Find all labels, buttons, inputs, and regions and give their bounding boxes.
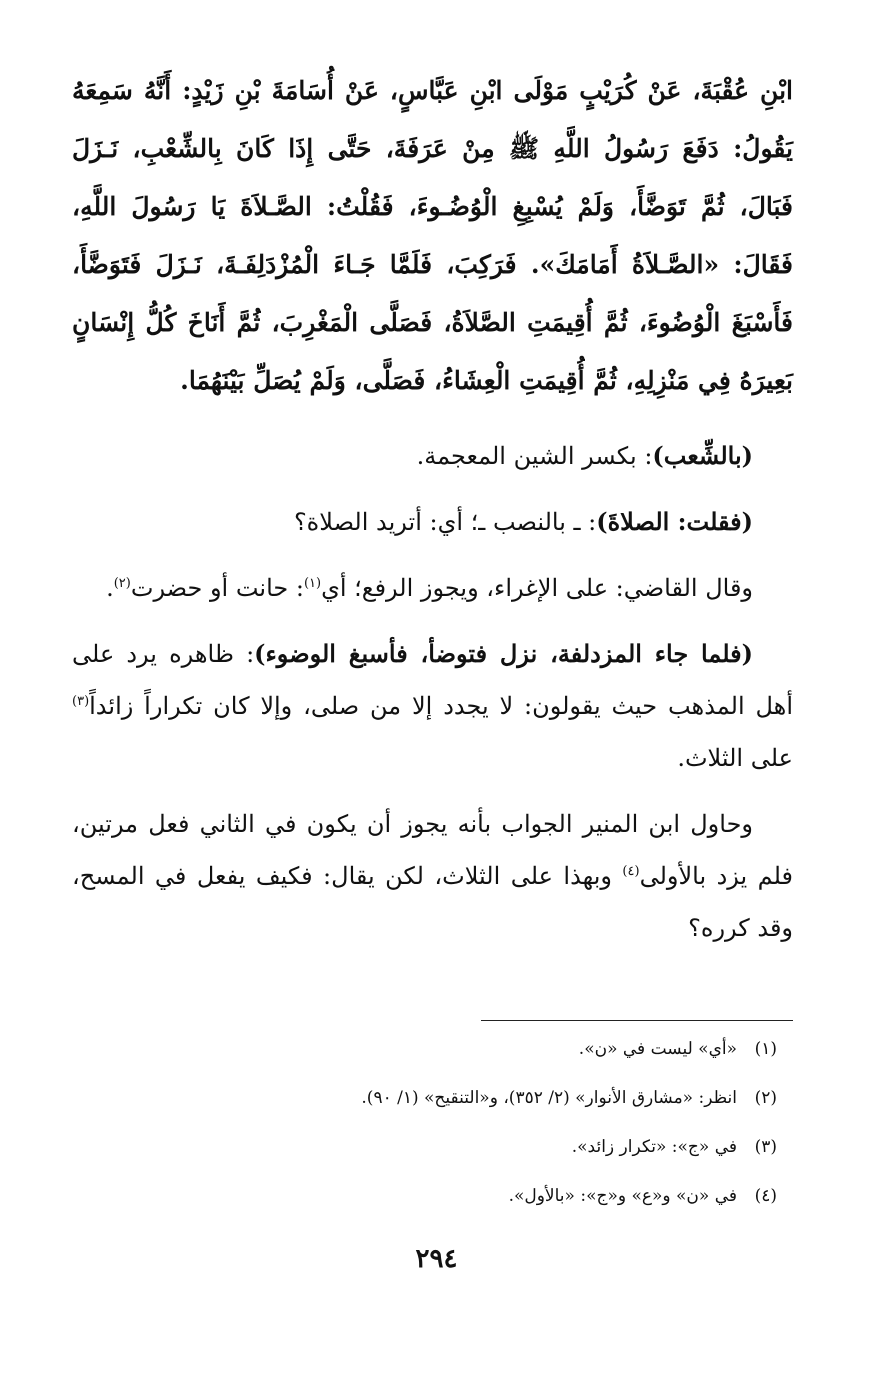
commentary-lemma: (فلما جاء المزدلفة، نزل فتوضأ، فأسبغ الوضوء) [254, 639, 753, 668]
hadith-text: ابْنِ عُقْبَةَ، عَنْ كُرَيْبٍ مَوْلَى ابْنِ عَبَّاسٍ، عَنْ أُسَامَةَ بْنِ زَيْدٍ: أَنَّهُ سَمِعَهُ يَقُولُ: دَفَعَ رَسُولُ اللَّهِ ﷺ مِنْ عَرَفَةَ، حَتَّى إِذَا كَانَ بِالشِّعْبِ، نَـزَلَ فَبَالَ، ثُمَّ تَوَضَّأَ، وَلَمْ يُسْبِغِ الْوُضُـوءَ، فَقُلْتُ: الصَّـلاَةَ يَا رَسُولَ اللَّهِ، فَقَالَ: «الصَّـلاَةُ أَمَامَكَ». فَرَكِبَ، فَلَمَّا جَـاءَ الْمُزْدَلِفَـةَ، نَـزَلَ فَتَوَضَّأَ، فَأَسْبَغَ الْوُضُوءَ، ثُمَّ أُقِيمَتِ الصَّلاَةُ، فَصَلَّى الْمَغْرِبَ، ثُمَّ أَنَاخَ كُلُّ إِنْسَانٍ بَعِيرَهُ فِي مَنْزِلِهِ، ثُمَّ أُقِيمَتِ الْعِشَاءُ، فَصَلَّى، وَلَمْ يُصَلِّ بَيْنَهُمَا. [72, 76, 793, 395]
footnote-text: انظر: «مشارق الأنوار» (٢/ ٣٥٢)، و«التنقيح» (١/ ٩٠). [361, 1088, 737, 1108]
commentary-text: . [106, 574, 114, 602]
footnote-number: (٢) [754, 1088, 777, 1108]
commentary-text: : ظاهره يرد على أهل المذهب حيث يقولون: لا يجدد إلا من صلى، وإلا كان تكراراً زائداً [72, 640, 793, 720]
footnote-4 [72, 1183, 777, 1209]
commentary-paragraph-4 [72, 628, 793, 784]
footnote-reference: (٢) [113, 576, 131, 591]
footnote-reference: (١) [303, 576, 322, 591]
footnote-3 [72, 1134, 777, 1160]
commentary-lemma: (بالشِّعب) [652, 441, 753, 470]
footnote-text: في «ج»: «تكرار زائد». [571, 1137, 737, 1157]
commentary-paragraph-2 [72, 496, 793, 548]
footnote-number: (٣) [754, 1137, 777, 1157]
commentary-text: وقال القاضي: على الإغراء، ويجوز الرفع؛ أي [321, 574, 753, 602]
commentary-text: على الثلاث. [677, 744, 793, 772]
commentary-text: : ـ بالنصب ـ؛ أي: أتريد الصلاة؟ [293, 508, 597, 536]
page-number: ٢٩٤ [415, 1244, 458, 1274]
footnote-text: «أي» ليست في «ن». [578, 1039, 737, 1059]
commentary-paragraph-1 [72, 430, 793, 482]
footnote-divider [481, 1020, 793, 1021]
footnote-reference: (٣) [72, 694, 90, 709]
commentary-paragraph-5 [72, 798, 793, 954]
commentary-section [72, 430, 793, 968]
footnote-text: في «ن» و«ع» و«ج»: «بالأول». [508, 1186, 737, 1206]
footnotes-section [72, 1036, 777, 1232]
commentary-paragraph-3 [72, 562, 793, 614]
commentary-lemma: (فقلت: الصلاةَ) [596, 507, 753, 536]
footnote-1 [72, 1036, 777, 1062]
commentary-text: : بكسر الشين المعجمة. [416, 442, 653, 470]
footnote-number: (٤) [754, 1186, 777, 1206]
footnote-number: (١) [754, 1039, 777, 1059]
footnote-reference: (٤) [622, 864, 640, 879]
footnote-2 [72, 1085, 777, 1111]
commentary-text: : حانت أو حضرت [130, 574, 304, 602]
commentary-text: وحاول ابن المنير الجواب بأنه يجوز أن يكون في الثاني فعل مرتين، فلم يزد بالأولى [72, 810, 793, 890]
commentary-text: وبهذا على الثلاث، لكن يقال: فكيف يفعل في المسح، وقد كرره؟ [72, 862, 793, 942]
